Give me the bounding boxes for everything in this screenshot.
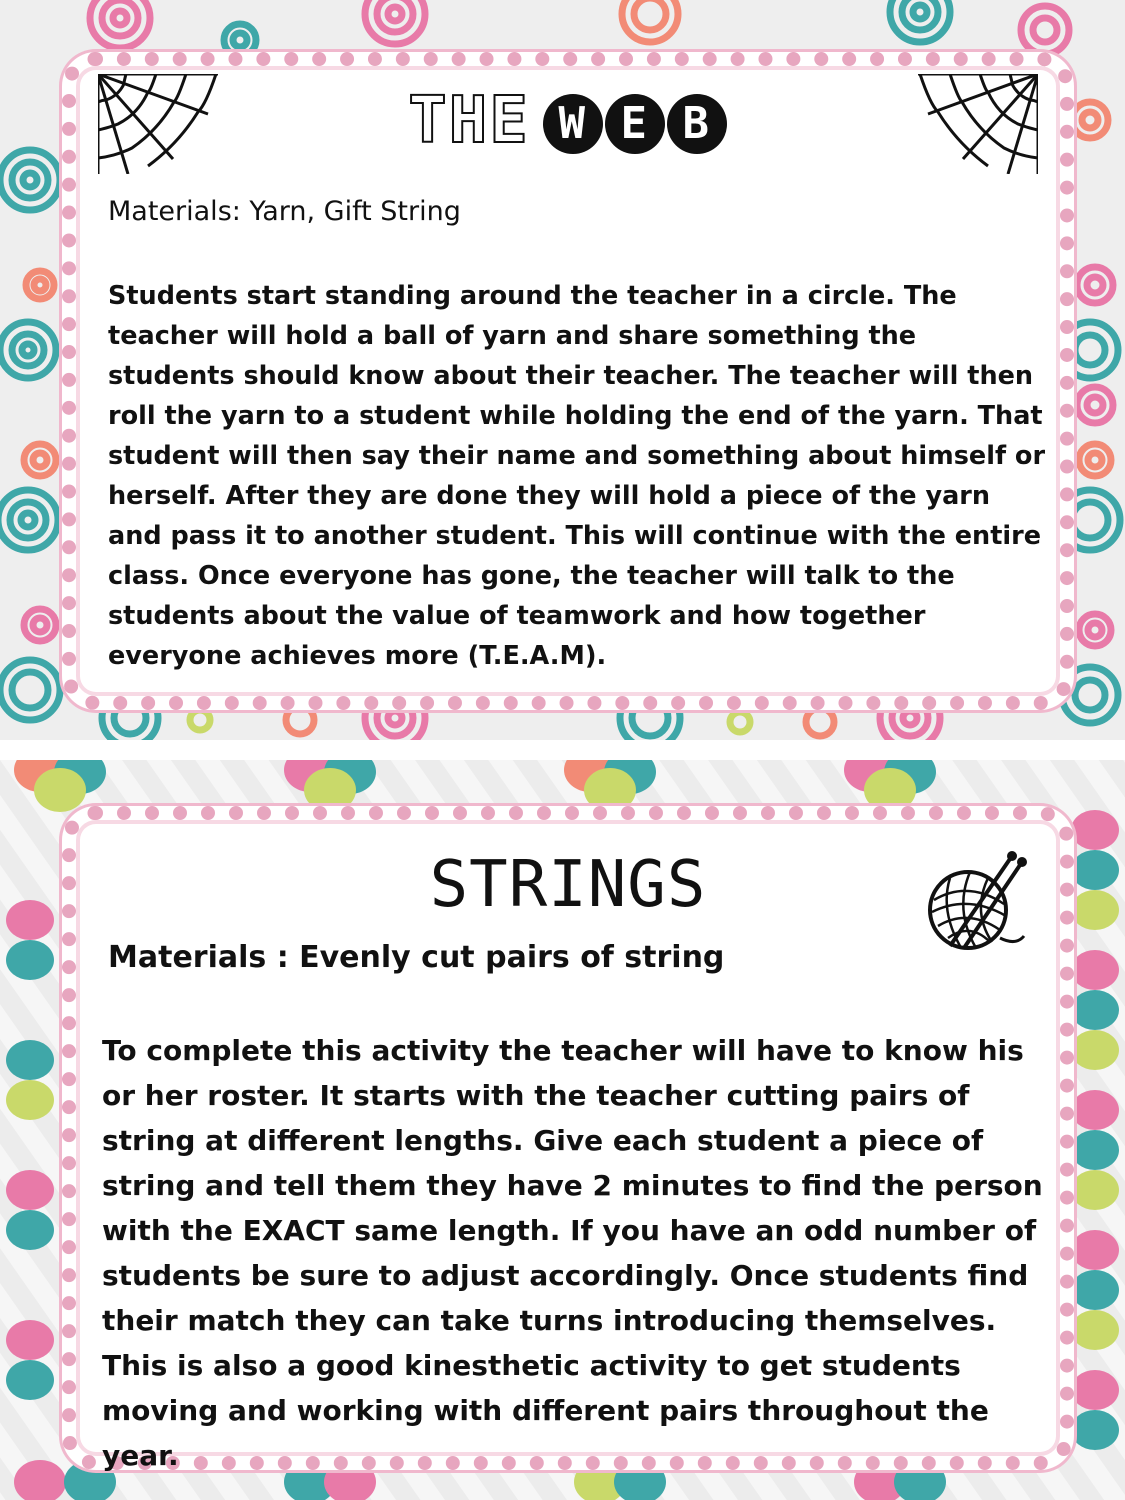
materials-line: Materials : Evenly cut pairs of string — [108, 940, 725, 975]
title-letter-circle: W — [543, 94, 603, 154]
yarn-ball-icon — [920, 850, 1030, 960]
title-prefix: THE — [408, 84, 530, 158]
the-web-card — [62, 52, 1074, 710]
card-title — [76, 84, 1060, 158]
activity-card-panel-strings — [0, 760, 1125, 1500]
card-title: STRINGS — [429, 848, 707, 922]
activity-card-panel-the-web — [0, 0, 1125, 740]
activity-instructions: Students start standing around the teacher in a circle. The teacher will hold a ball of yarn and share something the students should know about their teacher. The teacher will then roll the yarn to a student while holding the end of the yarn. That student will then say their name and something about himself or herself. After they are done they will hold a piece of the yarn and pass it to another student. This will continue with the entire class. Once everyone has gone, the teacher will talk to the students about the value of teamwork and how together everyone achieves more (T.E.A.M). — [108, 281, 1046, 671]
materials-line: Materials: Yarn, Gift String — [108, 196, 461, 227]
title-letter-circle: E — [605, 94, 665, 154]
title-letter-circle: B — [667, 94, 727, 154]
activity-instructions: To complete this activity the teacher will have to know his or her roster. It starts with the teacher cutting pairs of string at different lengths. Give each student a piece of string and tell them they have 2 minutes to find the person with the EXACT same length. If you have an odd number of students be sure to adjust accordingly. Once students find their match they can take turns introducing themselves. This is also a good kinesthetic activity to get students moving and working with different pairs throughout the year. — [102, 1034, 1043, 1472]
strings-card — [62, 806, 1074, 1470]
